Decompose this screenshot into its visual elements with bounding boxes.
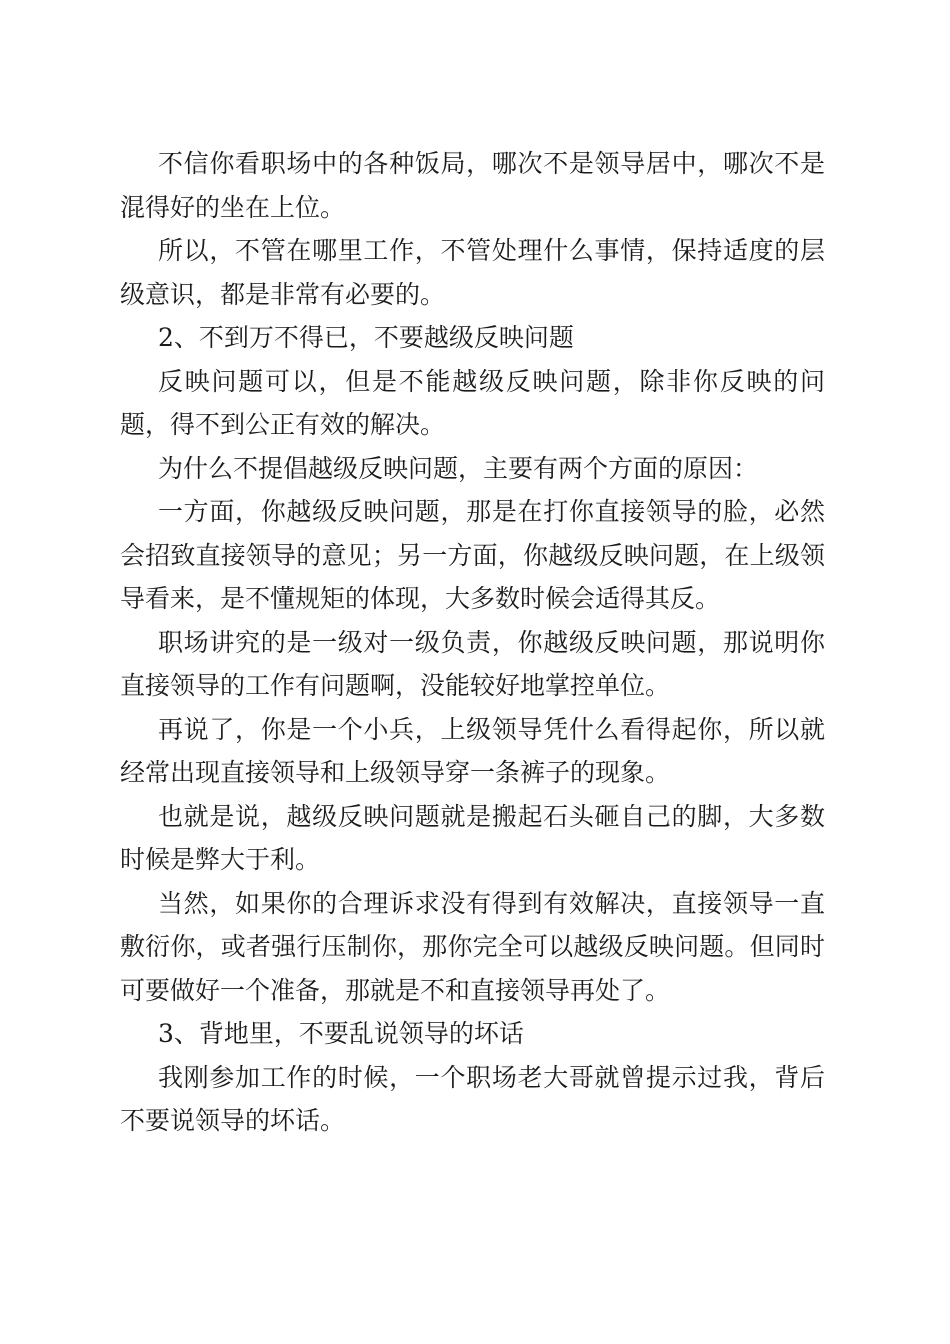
paragraph-4: 为什么不提倡越级反映问题，主要有两个方面的原因： [158, 453, 759, 483]
paragraph-8: 也就是说，越级反映问题就是搬起石头砸自己的脚，大多数时候是弊大于利。 [120, 801, 825, 874]
paragraph-3: 反映问题可以，但是不能越级反映问题，除非你反映的问题，得不到公正有效的解决。 [120, 366, 825, 439]
paragraph-5: 一方面，你越级反映问题，那是在打你直接领导的脸，必然会招致直接领导的意见；另一方面，你越级反映问题，在上级领导看来，是不懂规矩的体现，大多数时候会适得其反。 [120, 497, 825, 613]
section-heading-3: 3、背地里，不要乱说领导的坏话 [158, 1019, 524, 1048]
section-heading-2: 2、不到万不得已，不要越级反映问题 [158, 323, 574, 352]
paragraph-7: 再说了，你是一个小兵，上级领导凭什么看得起你，所以就经常出现直接领导和上级领导穿一条裤子的现象。 [120, 714, 825, 787]
paragraph-2: 所以，不管在哪里工作，不管处理什么事情，保持适度的层级意识，都是非常有必要的。 [120, 236, 825, 309]
paragraph-1: 不信你看职场中的各种饭局，哪次不是领导居中，哪次不是混得好的坐在上位。 [120, 149, 825, 222]
paragraph-6: 职场讲究的是一级对一级负责，你越级反映问题，那说明你直接领导的工作有问题啊，没能较好地掌控单位。 [120, 627, 825, 700]
paragraph-10: 我刚参加工作的时候，一个职场老大哥就曾提示过我，背后不要说领导的坏话。 [120, 1062, 825, 1135]
paragraph-9: 当然，如果你的合理诉求没有得到有效解决，直接领导一直敷衍你，或者强行压制你，那你完全可以越级反映问题。但同时可要做好一个准备，那就是不和直接领导再处了。 [120, 888, 825, 1005]
document-body [120, 142, 825, 1143]
